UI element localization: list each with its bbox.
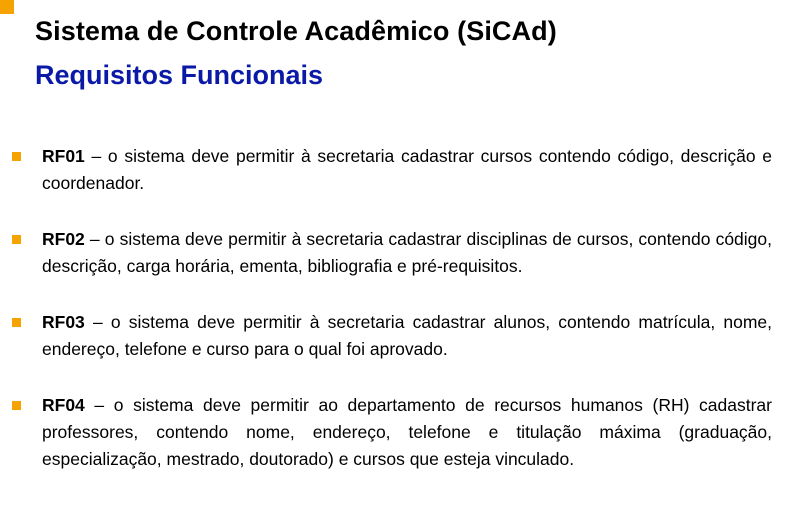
- requirement-item-rf02: [12, 226, 772, 280]
- requirement-item-rf01: [12, 143, 772, 197]
- square-bullet-icon: [12, 318, 21, 327]
- requirements-list: [12, 143, 772, 473]
- requirement-code: RF02: [42, 229, 85, 249]
- requirement-text: – o sistema deve permitir à secretaria cadastrar disciplinas de cursos, contendo código, descrição, carga horária, ementa, bibliografia e pré-requisitos.: [42, 229, 772, 276]
- requirement-text: – o sistema deve permitir à secretaria cadastrar alunos, contendo matrícula, nome, endereço, telefone e curso para o qual foi aprovado.: [42, 312, 772, 359]
- square-bullet-icon: [12, 152, 21, 161]
- requirement-item-rf03: [12, 309, 772, 363]
- slide-subtitle: Requisitos Funcionais: [35, 60, 324, 90]
- requirement-code: RF04: [42, 395, 85, 415]
- requirement-code: RF03: [42, 312, 85, 332]
- requirement-text: – o sistema deve permitir à secretaria cadastrar cursos contendo código, descrição e coordenador.: [42, 146, 772, 193]
- requirement-item-rf04: [12, 392, 772, 473]
- square-bullet-icon: [12, 401, 21, 410]
- requirement-text: – o sistema deve permitir ao departamento de recursos humanos (RH) cadastrar professores, contendo nome, endereço, telefone e titulação máxima (graduação, especialização, mestrado, doutorado) e cursos que esteja vinculado.: [42, 395, 772, 469]
- corner-accent-square: [0, 0, 14, 14]
- slide-title: Sistema de Controle Acadêmico (SiCAd): [35, 16, 557, 46]
- requirement-code: RF01: [42, 146, 85, 166]
- square-bullet-icon: [12, 235, 21, 244]
